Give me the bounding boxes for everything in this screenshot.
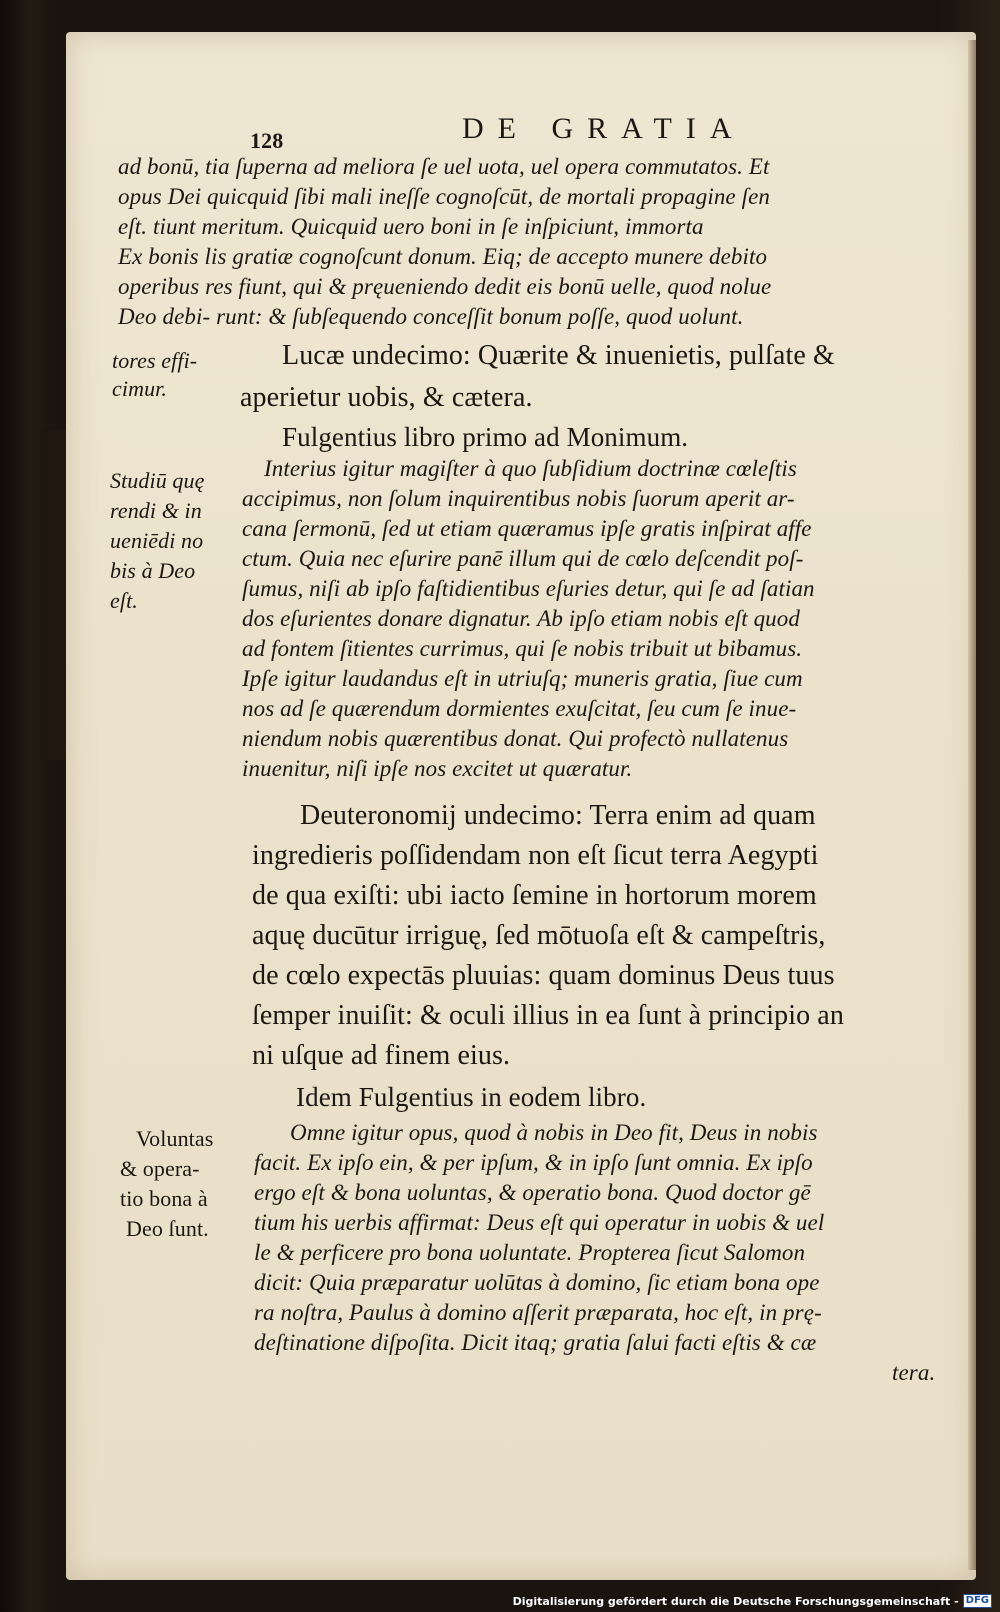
text-line: operibus res fiunt, qui & pręueniendo dedit eis bonū uelle, quod nolue <box>118 274 772 299</box>
text-line: le & perficere pro bona uoluntate. Propterea ſicut Salomon <box>254 1240 806 1265</box>
text-line: inuenitur, niſi ipſe nos excitet ut quæratur. <box>242 756 633 781</box>
text-line: tium his uerbis affirmat: Deus eſt qui operatur in uobis & uel <box>254 1210 825 1235</box>
text-line: opus Dei quicquid ſibi mali ineſſe cognoſcūt, de mortali propagine ſen <box>118 184 770 209</box>
margin-note: eſt. <box>110 588 138 613</box>
scripture-line: aquę ducūtur irriguę, ſed mōtuoſa eſt & campeſtris, <box>252 920 826 951</box>
scripture-line: ingredieris poſſidendam non eſt ſicut terra Aegypti <box>252 840 819 871</box>
scripture-line: ſemper inuiſit: & oculi illius in ea ſunt à principio an <box>252 1000 844 1031</box>
margin-note: Studiū quę <box>110 468 205 493</box>
dfg-logo: DFG <box>963 1594 992 1608</box>
text-line: ad fontem ſitientes currimus, qui ſe nobis tribuit ut bibamus. <box>242 636 803 661</box>
text-line: ad bonū, tia ſuperna ad meliora ſe uel uota, uel opera commutatos. Et <box>118 154 770 179</box>
scripture-line: de cœlo expectās pluuias: quam dominus Deus tuus <box>252 960 835 991</box>
scripture-line: Deuteronomij undecimo: Terra enim ad quam <box>300 800 816 831</box>
section-heading: Fulgentius libro primo ad Monimum. <box>282 422 689 452</box>
text-line: cana ſermonū, ſed ut etiam quæramus ipſe gratis inſpirat affe <box>242 516 812 541</box>
text-line: ra noſtra, Paulus à domino aſſerit præparata, hoc eſt, in prę- <box>254 1300 822 1325</box>
text-line: facit. Ex ipſo ein, & per ipſum, & in ipſo ſunt omnia. Ex ipſo <box>254 1150 813 1175</box>
scripture-line: de qua exiſti: ubi iacto ſemine in hortorum morem <box>252 880 817 911</box>
text-line: Deo debi- runt: & ſubſequendo conceſſit bonum poſſe, quod uolunt. <box>118 304 744 329</box>
text-line: Ex bonis lis gratiæ cognoſcunt donum. Eiq; de accepto munere debito <box>118 244 768 269</box>
margin-note: tio bona à <box>120 1186 208 1211</box>
margin-note: & opera- <box>120 1156 200 1181</box>
margin-note: ueniēdi no <box>110 528 204 553</box>
text-line: ergo eſt & bona uoluntas, & operatio bona. Quod doctor gē <box>254 1180 811 1205</box>
margin-note: rendi & in <box>110 498 202 523</box>
margin-note: tores effi- <box>112 348 198 373</box>
text-line: accipimus, non ſolum inquirentibus nobis ſuorum aperit ar- <box>242 486 795 511</box>
page-edge <box>968 40 976 1570</box>
text-line: Interius igitur magiſter à quo ſubſidium doctrinæ cœleſtis <box>264 456 797 481</box>
digitization-credit <box>513 1594 992 1608</box>
margin-note: bis à Deo <box>110 558 196 583</box>
margin-note: cimur. <box>112 376 167 401</box>
credit-text: Digitalisierung gefördert durch die Deutsche Forschungsgemeinschaft - <box>512 1594 959 1608</box>
margin-note: Voluntas <box>136 1126 214 1151</box>
text-line: eſt. tiunt meritum. Quicquid uero boni in ſe inſpiciunt, immorta <box>118 214 704 239</box>
text-line: ſumus, niſi ab ipſo faſtidientibus eſuries detur, qui ſe ad ſatian <box>242 576 815 601</box>
section-heading: Idem Fulgentius in eodem libro. <box>296 1082 647 1112</box>
text-line: Ipſe igitur laudandus eſt in utriuſq; muneris gratia, ſiue cum <box>242 666 803 691</box>
text-line: dos eſurientes donare dignatur. Ab ipſo etiam nobis eſt quod <box>242 606 800 631</box>
text-line: deſtinatione diſpoſita. Dicit itaq; gratia ſalui facti eſtis & cæ <box>254 1330 817 1355</box>
folio-number: 128 <box>250 128 284 153</box>
scripture-line: ni uſque ad finem eius. <box>252 1040 511 1071</box>
scripture-line: Lucæ undecimo: Quærite & inuenietis, pulſate & <box>282 340 835 371</box>
margin-note: Deo ſunt. <box>126 1216 209 1241</box>
text-line: dicit: Quia præparatur uolūtas à domino, ſic etiam bona ope <box>254 1270 820 1295</box>
text-line: niendum nobis quærentibus donat. Qui profectò nullatenus <box>242 726 789 751</box>
text-line: Omne igitur opus, quod à nobis in Deo fit, Deus in nobis <box>290 1120 818 1145</box>
text-line: nos ad ſe quærendum dormientes exuſcitat, ſeu cum ſe inue- <box>242 696 797 721</box>
scripture-line: aperietur uobis, & cætera. <box>240 382 533 413</box>
text-line: tera. <box>892 1360 936 1385</box>
running-head: DE GRATIA <box>462 112 746 145</box>
text-line: ctum. Quia nec eſurire panē illum qui de cœlo deſcendit poſ- <box>242 546 804 571</box>
